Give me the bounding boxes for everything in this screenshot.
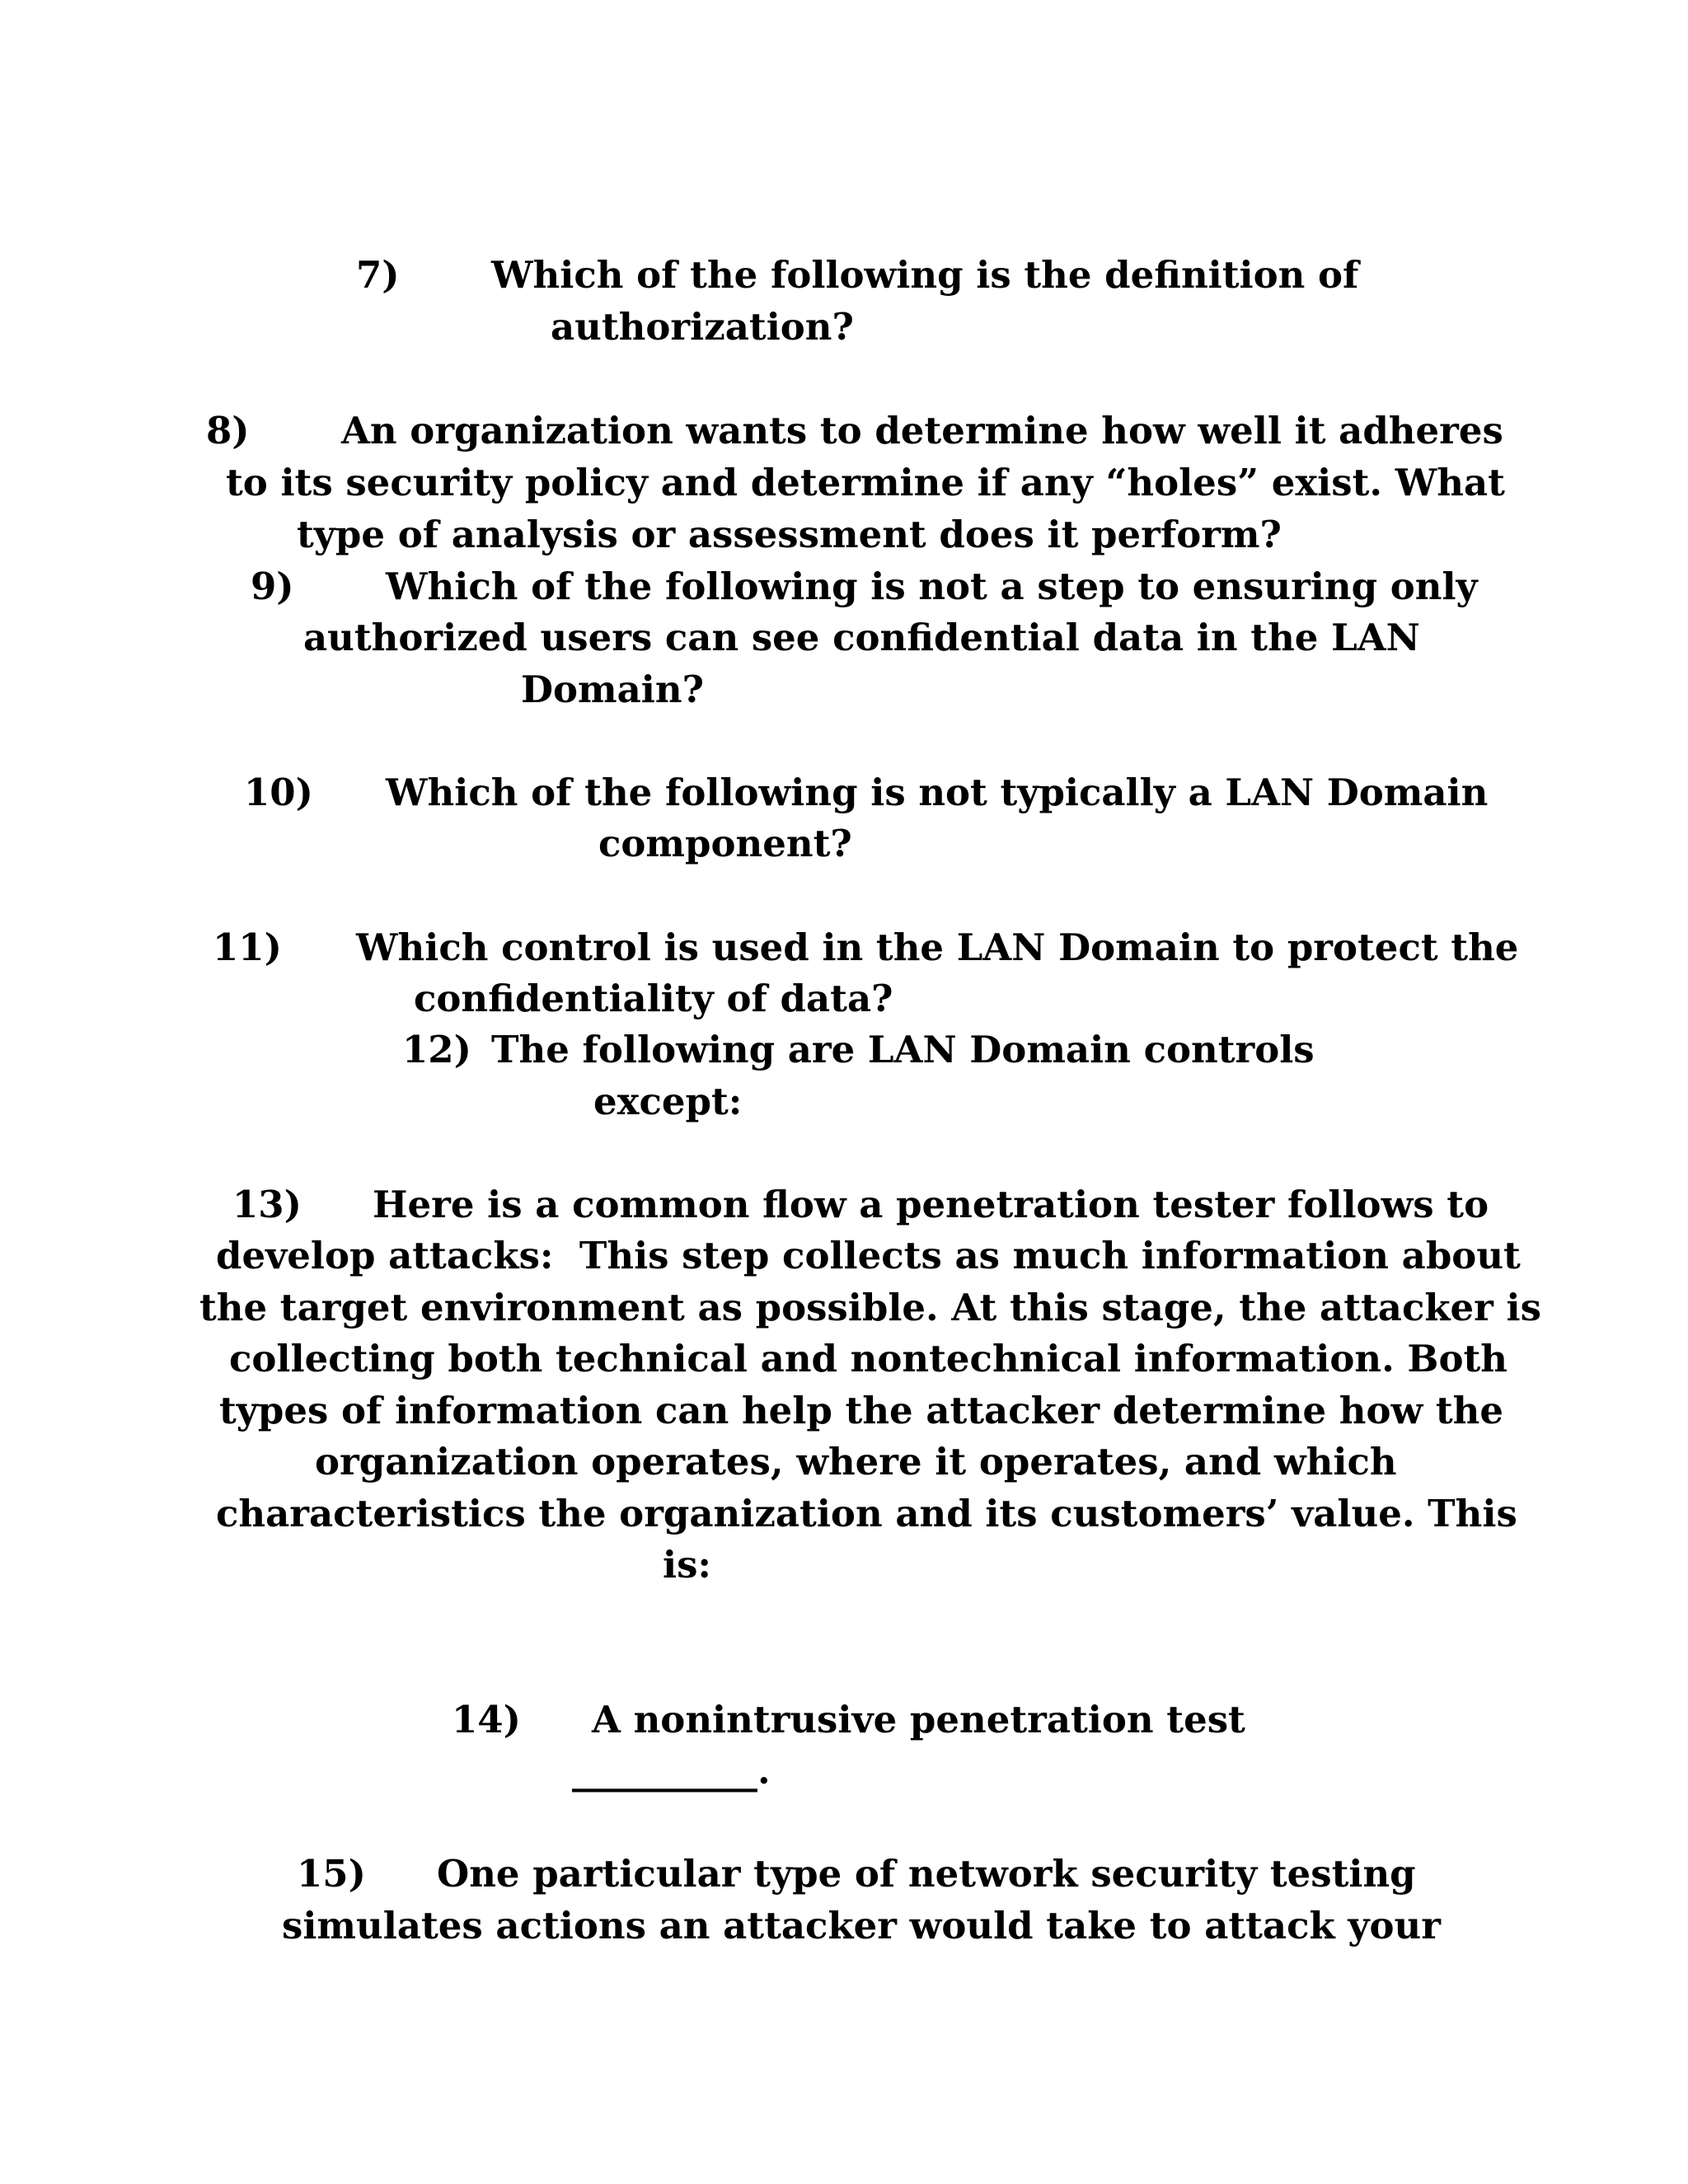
question-number: 9)	[251, 565, 294, 608]
question-number: 11)	[213, 926, 282, 969]
question-text-line: authorization?	[551, 305, 854, 349]
question-text-line: A nonintrusive penetration test	[592, 1698, 1245, 1741]
question-text-line: confidentiality of data?	[414, 977, 893, 1020]
question-text-line: An organization wants to determine how well it adheres	[341, 409, 1503, 452]
question-text-line: Which of the following is not a step to ensuring only	[386, 565, 1478, 608]
question-text-line: is:	[663, 1543, 712, 1586]
question-text-line: except:	[593, 1080, 743, 1123]
question-text-line: Domain?	[521, 668, 704, 711]
question-text-line: simulates actions an attacker would take to attack your	[282, 1904, 1441, 1947]
question-text-line: One particular type of network security testing	[437, 1852, 1416, 1896]
question-text-line: the target environment as possible. At this stage, the attacker is	[199, 1286, 1541, 1329]
question-number: 7)	[356, 253, 400, 297]
question-text-line: The following are LAN Domain controls	[491, 1028, 1315, 1071]
question-number: 12)	[402, 1028, 471, 1071]
question-number: 13)	[232, 1183, 302, 1226]
question-text-line: Which control is used in the LAN Domain to protect the	[356, 926, 1519, 969]
question-text-line: organization operates, where it operates, and which	[315, 1440, 1397, 1483]
answer-blank: __________.	[572, 1749, 771, 1793]
question-text-line: Which of the following is not typically a LAN Domain	[386, 771, 1489, 814]
question-text-line: types of information can help the attacker determine how the	[219, 1389, 1504, 1432]
question-text-line: type of analysis or assessment does it perform?	[297, 513, 1282, 556]
question-text-line: collecting both technical and nontechnical information. Both	[229, 1337, 1507, 1380]
question-number: 15)	[297, 1852, 366, 1896]
question-text-line: authorized users can see confidential data in the LAN	[303, 616, 1420, 659]
question-text-line: Which of the following is the definition of	[491, 253, 1359, 297]
question-text-line: component?	[598, 822, 852, 865]
question-text-line: characteristics the organization and its customers’ value. This	[216, 1492, 1517, 1535]
question-number: 10)	[244, 771, 313, 814]
question-text-line: to its security policy and determine if any “holes” exist. What	[226, 461, 1505, 504]
question-text-line: develop attacks: This step collects as much information about	[216, 1234, 1521, 1277]
question-text-line: Here is a common flow a penetration tester follows to	[373, 1183, 1489, 1226]
question-number: 14)	[452, 1698, 521, 1741]
question-number: 8)	[206, 409, 250, 452]
